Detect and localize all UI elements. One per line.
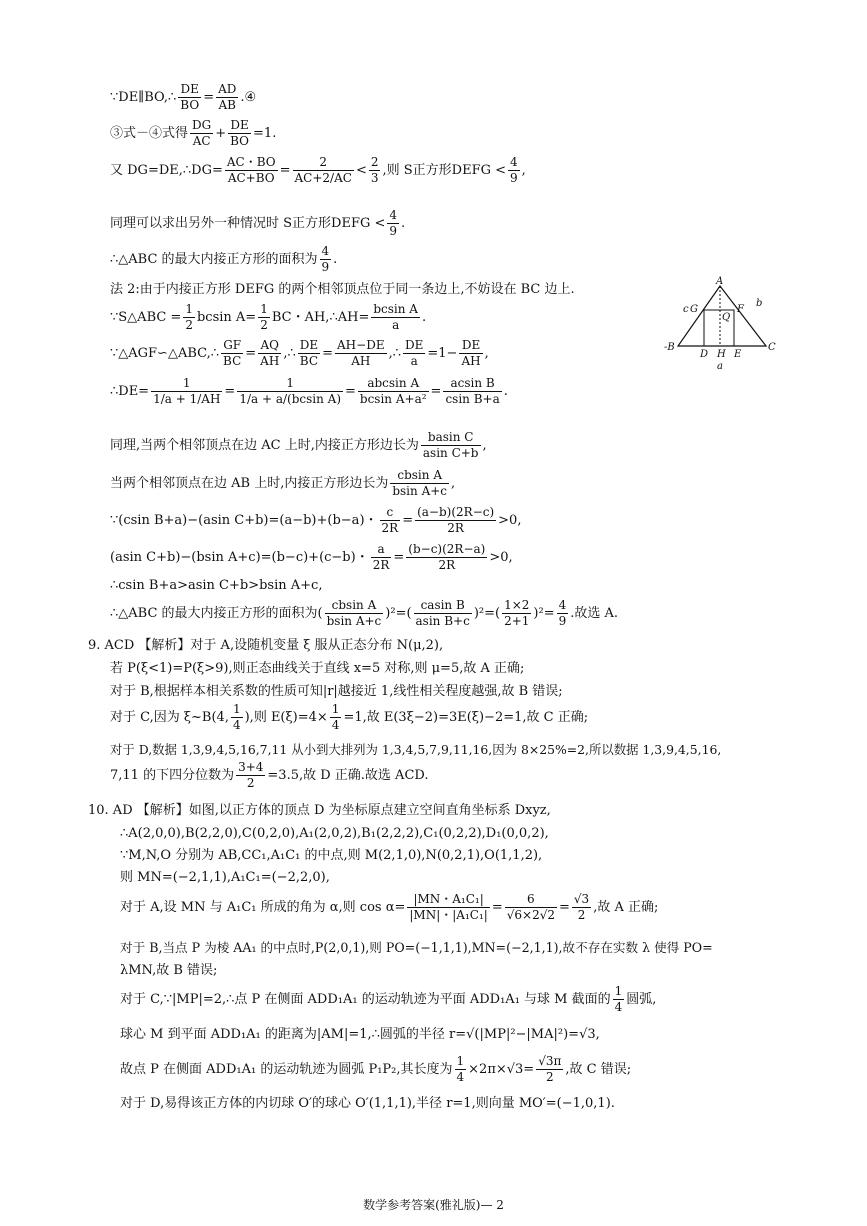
fraction-den: 1/a + a/(bcsin A) bbox=[239, 392, 341, 406]
fraction bbox=[216, 82, 238, 113]
text: )²=( bbox=[385, 606, 412, 621]
text: 同理可以求出另外一种情况时 S正方形DEFG < bbox=[110, 216, 386, 231]
fraction bbox=[403, 338, 425, 369]
text: ③式－④式得 bbox=[110, 126, 189, 141]
fraction-den: asin B+c bbox=[415, 614, 470, 628]
text: , bbox=[484, 346, 489, 361]
fraction-den: 9 bbox=[510, 171, 518, 185]
fraction-num: AQ bbox=[258, 338, 281, 354]
fraction-num: AC・BO bbox=[226, 155, 276, 169]
text: . bbox=[503, 384, 508, 399]
line-5 bbox=[110, 244, 337, 275]
q9-line-6 bbox=[110, 760, 429, 791]
line-14 bbox=[110, 578, 322, 594]
fraction bbox=[325, 598, 384, 629]
fraction-num: 4 bbox=[510, 155, 518, 169]
q10-line-7 bbox=[120, 963, 217, 979]
label-e: E bbox=[734, 349, 742, 360]
fraction-num: cbsin A bbox=[325, 598, 384, 614]
fraction-num: 4 bbox=[389, 208, 398, 222]
fraction-num: DE bbox=[228, 118, 251, 134]
text: .故选 A. bbox=[570, 606, 619, 621]
fraction-num: DE bbox=[459, 338, 482, 354]
line-10 bbox=[110, 430, 487, 461]
fraction bbox=[415, 505, 496, 536]
fraction-den: a bbox=[392, 318, 400, 332]
text: =1,故 E(3ξ−2)=3E(ξ)−2=1,故 C 正确; bbox=[343, 710, 589, 725]
q10-line-6 bbox=[120, 940, 713, 957]
fraction bbox=[258, 302, 270, 333]
line-6 bbox=[110, 282, 575, 298]
label-a: A bbox=[716, 276, 724, 287]
fraction bbox=[358, 376, 429, 407]
text: ∴DE= bbox=[110, 384, 150, 399]
fraction-den: AH bbox=[260, 354, 280, 368]
fraction-den: 2 bbox=[577, 908, 586, 922]
text: 则 MN=(−2,1,1),A₁C₁=(−2,2,0), bbox=[120, 870, 330, 885]
fraction bbox=[237, 376, 343, 407]
q9-line-5 bbox=[110, 742, 721, 759]
q10-line-4 bbox=[120, 870, 330, 886]
line-15 bbox=[110, 598, 618, 629]
fraction bbox=[407, 892, 489, 923]
text: ∵S△ABC = bbox=[110, 310, 182, 325]
text: ∵△AGF∽△ABC,∴ bbox=[110, 346, 220, 361]
q10-line-5 bbox=[120, 892, 658, 923]
fraction-den: BO bbox=[180, 98, 200, 112]
fraction bbox=[320, 244, 332, 275]
fraction-den: 2 bbox=[246, 776, 255, 790]
text: )²=( bbox=[473, 606, 501, 621]
text: 又 DG=DE,∴DG= bbox=[110, 163, 223, 178]
text: BC・AH,∴AH= bbox=[271, 310, 370, 325]
text: = bbox=[430, 384, 442, 399]
text: ∴csin B+a>asin C+b>bsin A+c, bbox=[110, 578, 323, 593]
line-7 bbox=[110, 302, 426, 333]
fraction-num: DE bbox=[178, 82, 201, 98]
fraction bbox=[421, 430, 481, 461]
fraction bbox=[330, 702, 342, 733]
fraction-num: AH−DE bbox=[337, 338, 385, 352]
text: 对于 C,∵|MP|=2,∴点 P 在侧面 ADD₁A₁ 的运动轨迹为平面 ADD₁A₁ 与球 M 截面的 bbox=[120, 992, 611, 1007]
text: 对于 B,根据样本相关系数的性质可知|r|越接近 1,线性相关程度越强,故 B 错误; bbox=[110, 684, 563, 699]
text: .④ bbox=[240, 90, 257, 105]
label-g: G bbox=[690, 304, 698, 315]
fraction-num: 1 bbox=[260, 302, 268, 316]
text: =1− bbox=[427, 346, 458, 361]
text: 对于 B,当点 P 为棱 AA₁ 的中点时,P(2,0,1),则 PO=(−1,1,1),MN=(−2,1,1),故不存在实数 λ 使得 PO= bbox=[120, 940, 713, 955]
fraction-den: 2+1 bbox=[504, 614, 530, 628]
fraction-num: bcsin A bbox=[373, 302, 418, 316]
text: = bbox=[345, 384, 356, 399]
text: ,∴ bbox=[388, 346, 401, 361]
fraction bbox=[190, 118, 213, 149]
text: ∴△ABC 的最大内接正方形的面积为 bbox=[110, 252, 318, 267]
text: 10. AD 【解析】如图,以正方体的顶点 D 为坐标原点建立空间直角坐标系 Dxyz, bbox=[88, 803, 551, 818]
label-q: Q bbox=[722, 312, 731, 323]
fraction-den: AC+BO bbox=[227, 171, 275, 185]
fraction-den: 2R bbox=[447, 521, 464, 535]
text: ,∴ bbox=[283, 346, 296, 361]
fraction-den: BC bbox=[223, 354, 242, 368]
fraction-num: 1 bbox=[185, 302, 193, 316]
fraction-den: 2 bbox=[260, 318, 268, 332]
fraction-den: bcsin A+a² bbox=[359, 392, 427, 406]
fraction-den: asin C+b bbox=[422, 446, 479, 460]
fraction-num: DE bbox=[405, 338, 424, 352]
fraction-den: 4 bbox=[331, 718, 340, 732]
fraction-num: (b−c)(2R−a) bbox=[408, 542, 486, 556]
line-8 bbox=[110, 338, 489, 369]
fraction bbox=[502, 598, 531, 629]
line-13 bbox=[110, 542, 513, 573]
fraction-num: (a−b)(2R−c) bbox=[417, 505, 495, 519]
fraction bbox=[371, 542, 392, 573]
line-4 bbox=[110, 208, 405, 239]
line-1 bbox=[110, 82, 256, 113]
fraction bbox=[455, 1054, 467, 1085]
q9-line-2 bbox=[110, 661, 524, 677]
text: ,故 C 错误; bbox=[565, 1062, 632, 1077]
q10-line-8 bbox=[120, 984, 656, 1015]
fraction bbox=[613, 984, 625, 1015]
text: 圆弧, bbox=[626, 992, 657, 1007]
label-f: F bbox=[737, 304, 744, 315]
fraction-num: cbsin A bbox=[390, 468, 449, 484]
fraction-den: 9 bbox=[389, 224, 398, 238]
fraction bbox=[225, 155, 278, 186]
text: = bbox=[203, 90, 215, 105]
fraction-den: |MN|・|A₁C₁| bbox=[409, 908, 488, 922]
text: =3.5,故 D 正确.故选 ACD. bbox=[267, 768, 429, 783]
text: , bbox=[521, 163, 526, 178]
fraction-den: a bbox=[410, 354, 418, 368]
fraction-den: AC+2/AC bbox=[294, 171, 352, 185]
fraction-den: 2 bbox=[545, 1070, 554, 1084]
fraction bbox=[536, 1054, 563, 1085]
fraction-den: csin B+a bbox=[445, 392, 500, 406]
fraction-num: GF bbox=[221, 338, 243, 354]
text: 对于 D,易得该正方体的内切球 O′的球心 O′(1,1,1),半径 r=1,则向量 MO′=(−1,0,1). bbox=[120, 1096, 615, 1111]
q10-line-10 bbox=[120, 1054, 631, 1085]
q10-line-3 bbox=[120, 848, 542, 864]
fraction-num: 1 bbox=[151, 376, 222, 392]
text: 对于 A,设 MN 与 A₁C₁ 所成的角为 α,则 cos α= bbox=[120, 900, 406, 915]
text: (asin C+b)−(bsin A+c)=(b−c)+(c−b)・ bbox=[110, 550, 369, 565]
line-9 bbox=[110, 376, 508, 407]
text: ∵DE∥BO,∴ bbox=[110, 90, 177, 105]
fraction-den: bsin A+c bbox=[326, 614, 382, 628]
label-side-b: b bbox=[756, 298, 763, 309]
fraction-den: AH bbox=[351, 354, 371, 368]
fraction-den: 2R bbox=[372, 558, 390, 572]
text: bcsin A= bbox=[196, 310, 257, 325]
fraction-num: √3π bbox=[538, 1054, 562, 1068]
text: 7,11 的下四分位数为 bbox=[110, 768, 235, 783]
fraction bbox=[459, 338, 482, 369]
text: . bbox=[401, 216, 406, 231]
fraction-den: BO bbox=[230, 134, 250, 148]
text: ∵M,N,O 分别为 AB,CC₁,A₁C₁ 的中点,则 M(2,1,0),N(0,2,1),O(1,1,2), bbox=[120, 848, 543, 863]
fraction bbox=[387, 208, 399, 239]
fraction-den: 2R bbox=[381, 521, 399, 535]
fraction bbox=[557, 598, 569, 629]
text: = bbox=[491, 900, 503, 915]
text: = bbox=[245, 346, 257, 361]
text: < bbox=[355, 163, 367, 178]
fraction bbox=[183, 302, 195, 333]
fraction-den: 2R bbox=[438, 558, 456, 572]
text: ×2π×√3= bbox=[468, 1062, 535, 1077]
fraction-num: 1 bbox=[456, 1054, 465, 1068]
fraction bbox=[335, 338, 387, 369]
label-side-a: a bbox=[717, 361, 723, 372]
fraction-num: casin B bbox=[414, 598, 472, 614]
triangle-figure bbox=[660, 276, 780, 374]
fraction-num: 1 bbox=[614, 984, 623, 998]
fraction bbox=[293, 155, 354, 186]
fraction-num: DE bbox=[299, 338, 319, 352]
text: = bbox=[393, 550, 405, 565]
text: 同理,当两个相邻顶点在边 AC 上时,内接正方形边长为 bbox=[110, 438, 419, 453]
line-3 bbox=[110, 155, 526, 186]
text: 对于 D,数据 1,3,9,4,5,16,7,11 从小到大排列为 1,3,4,5,7,9,11,16,因为 8×25%=2,所以数据 1,3,9,4,5,16, bbox=[110, 742, 722, 757]
text: 9. ACD 【解析】对于 A,设随机变量 ξ 服从正态分布 N(μ,2), bbox=[88, 638, 444, 653]
fraction-den: AB bbox=[218, 98, 236, 112]
fraction-num: acsin B bbox=[443, 376, 501, 392]
text: , bbox=[451, 476, 456, 491]
text: + bbox=[215, 126, 227, 141]
fraction-num: 4 bbox=[558, 598, 567, 612]
text: )²= bbox=[533, 606, 555, 621]
fraction bbox=[298, 338, 320, 369]
q9-line-4 bbox=[110, 702, 588, 733]
fraction-num: 6 bbox=[505, 892, 557, 908]
text: ∵(csin B+a)−(asin C+b)=(a−b)+(b−a)・ bbox=[110, 513, 378, 528]
fraction-den: BC bbox=[299, 354, 319, 368]
fraction-num: DG bbox=[192, 118, 212, 132]
fraction-den: 3 bbox=[370, 171, 379, 185]
fraction-den: 4 bbox=[232, 718, 241, 732]
text: = bbox=[559, 900, 570, 915]
fraction-num: abcsin A bbox=[358, 376, 429, 392]
fraction bbox=[390, 468, 449, 499]
text: ),则 E(ξ)=4× bbox=[244, 710, 328, 725]
fraction bbox=[380, 505, 401, 536]
text: = bbox=[322, 346, 334, 361]
fraction-den: 4 bbox=[456, 1070, 465, 1084]
fraction-num: a bbox=[371, 542, 392, 558]
label-b: -B bbox=[664, 342, 675, 353]
fraction bbox=[178, 82, 201, 113]
fraction-num: 3+4 bbox=[238, 760, 264, 774]
label-h: H bbox=[717, 349, 726, 360]
label-side-c: c bbox=[683, 304, 689, 315]
q10-line-1 bbox=[88, 803, 551, 819]
fraction-num: |MN・A₁C₁| bbox=[407, 892, 489, 908]
fraction-num: c bbox=[380, 505, 401, 521]
fraction-num: 1 bbox=[237, 376, 343, 392]
fraction bbox=[369, 155, 381, 186]
fraction bbox=[371, 302, 420, 333]
line-2 bbox=[110, 118, 276, 149]
fraction bbox=[508, 155, 520, 186]
text: = bbox=[402, 513, 414, 528]
label-c: C bbox=[768, 342, 776, 353]
fraction-num: 1 bbox=[232, 702, 241, 716]
q9-line-1 bbox=[88, 638, 443, 654]
fraction-num: √3 bbox=[573, 892, 590, 906]
fraction bbox=[505, 892, 557, 923]
fraction-num: AD bbox=[218, 82, 237, 96]
text: ∴A(2,0,0),B(2,2,0),C(0,2,0),A₁(2,0,2),B₁(2,2,2),C₁(0,2,2),D₁(0,0,2), bbox=[120, 826, 549, 841]
fraction-den: AC bbox=[192, 134, 211, 148]
text: ,则 S正方形DEFG < bbox=[382, 163, 506, 178]
fraction-den: 1/a + 1/AH bbox=[153, 392, 221, 406]
fraction-den: 9 bbox=[558, 614, 567, 628]
fraction-num: basin C bbox=[421, 430, 481, 446]
q10-line-9 bbox=[120, 1027, 600, 1043]
text: 当两个相邻顶点在边 AB 上时,内接正方形边长为 bbox=[110, 476, 389, 491]
q9-line-3 bbox=[110, 684, 563, 700]
fraction-den: 4 bbox=[614, 1000, 623, 1014]
text: λMN,故 B 错误; bbox=[120, 963, 218, 978]
text: >0, bbox=[498, 513, 522, 528]
text: ∴△ABC 的最大内接正方形的面积为( bbox=[110, 606, 323, 621]
q10-line-11 bbox=[120, 1096, 615, 1112]
fraction bbox=[258, 338, 281, 369]
fraction bbox=[572, 892, 591, 923]
fraction bbox=[414, 598, 472, 629]
fraction-num: 1×2 bbox=[504, 598, 530, 612]
text: 球心 M 到平面 ADD₁A₁ 的距离为|AM|=1,∴圆弧的半径 r=√(|MP|²−|MA|²)=√3, bbox=[120, 1027, 600, 1042]
text: =1. bbox=[253, 126, 277, 141]
line-11 bbox=[110, 468, 455, 499]
text: 对于 C,因为 ξ~B(4, bbox=[110, 710, 229, 725]
text: >0, bbox=[489, 550, 513, 565]
text: = bbox=[224, 384, 236, 399]
fraction bbox=[443, 376, 501, 407]
fraction-num: 1 bbox=[331, 702, 340, 716]
text: 法 2:由于内接正方形 DEFG 的两个相邻顶点位于同一条边上,不妨设在 BC 边上. bbox=[110, 282, 575, 297]
text: . bbox=[333, 252, 338, 267]
page-footer: 数学参考答案(雅礼版)— 2 bbox=[363, 1198, 504, 1212]
line-12 bbox=[110, 505, 521, 536]
fraction-den: bsin A+c bbox=[392, 484, 448, 498]
fraction bbox=[236, 760, 265, 791]
fraction bbox=[228, 118, 251, 149]
text: 若 P(ξ<1)=P(ξ>9),则正态曲线关于直线 x=5 对称,则 μ=5,故 A 正确; bbox=[110, 661, 525, 676]
fraction-den: √6×2√2 bbox=[506, 908, 555, 922]
q10-line-2 bbox=[120, 826, 549, 842]
text: = bbox=[279, 163, 291, 178]
fraction-num: 4 bbox=[321, 244, 330, 258]
fraction bbox=[221, 338, 243, 369]
fraction bbox=[406, 542, 487, 573]
text: , bbox=[482, 438, 487, 453]
text: 故点 P 在侧面 ADD₁A₁ 的运动轨迹为圆弧 P₁P₂,其长度为 bbox=[120, 1062, 453, 1077]
fraction-num: 2 bbox=[370, 155, 379, 169]
fraction-num: 2 bbox=[293, 155, 354, 171]
fraction-den: 9 bbox=[321, 260, 330, 274]
text: . bbox=[421, 310, 427, 325]
fraction-den: AH bbox=[461, 354, 481, 368]
fraction bbox=[231, 702, 243, 733]
label-d: D bbox=[700, 349, 709, 360]
text: ,故 A 正确; bbox=[593, 900, 659, 915]
fraction bbox=[151, 376, 222, 407]
fraction-den: 2 bbox=[185, 318, 193, 332]
